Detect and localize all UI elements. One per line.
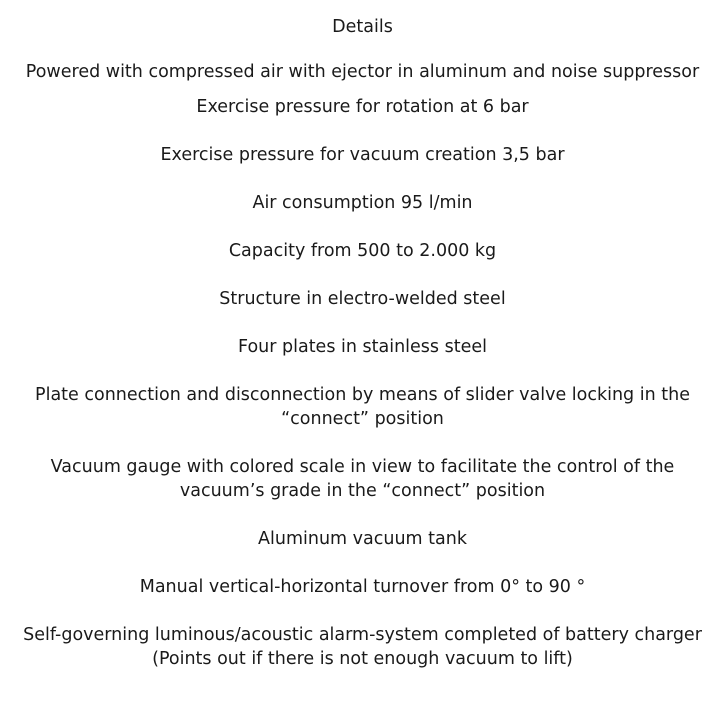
list-item: Vacuum gauge with colored scale in view to facilitate the control of the vacuum’s grade in the “connect” position xyxy=(50,457,675,501)
list-item: Exercise pressure for rotation at 6 bar xyxy=(196,97,529,117)
list-item: Plate connection and disconnection by means of slider valve locking in the “connect” position xyxy=(35,385,690,429)
list-item: Manual vertical-horizontal turnover from 0° to 90 ° xyxy=(139,577,586,597)
list-item: Air consumption 95 l/min xyxy=(252,193,473,213)
list-item: Structure in electro-welded steel xyxy=(219,289,506,309)
list-item: Four plates in stainless steel xyxy=(238,337,487,357)
page-title: Details xyxy=(332,17,393,37)
list-item: Exercise pressure for vacuum creation 3,5 bar xyxy=(160,145,565,165)
list-item: Self-governing luminous/acoustic alarm-system completed of battery charger (Points out if there is not enough vacuum to lift) xyxy=(23,625,702,669)
details-list xyxy=(12,60,713,671)
list-item: Aluminum vacuum tank xyxy=(258,529,467,549)
list-item: Powered with compressed air with ejector in aluminum and noise suppressor xyxy=(25,62,700,82)
list-item: Capacity from 500 to 2.000 kg xyxy=(228,241,497,261)
